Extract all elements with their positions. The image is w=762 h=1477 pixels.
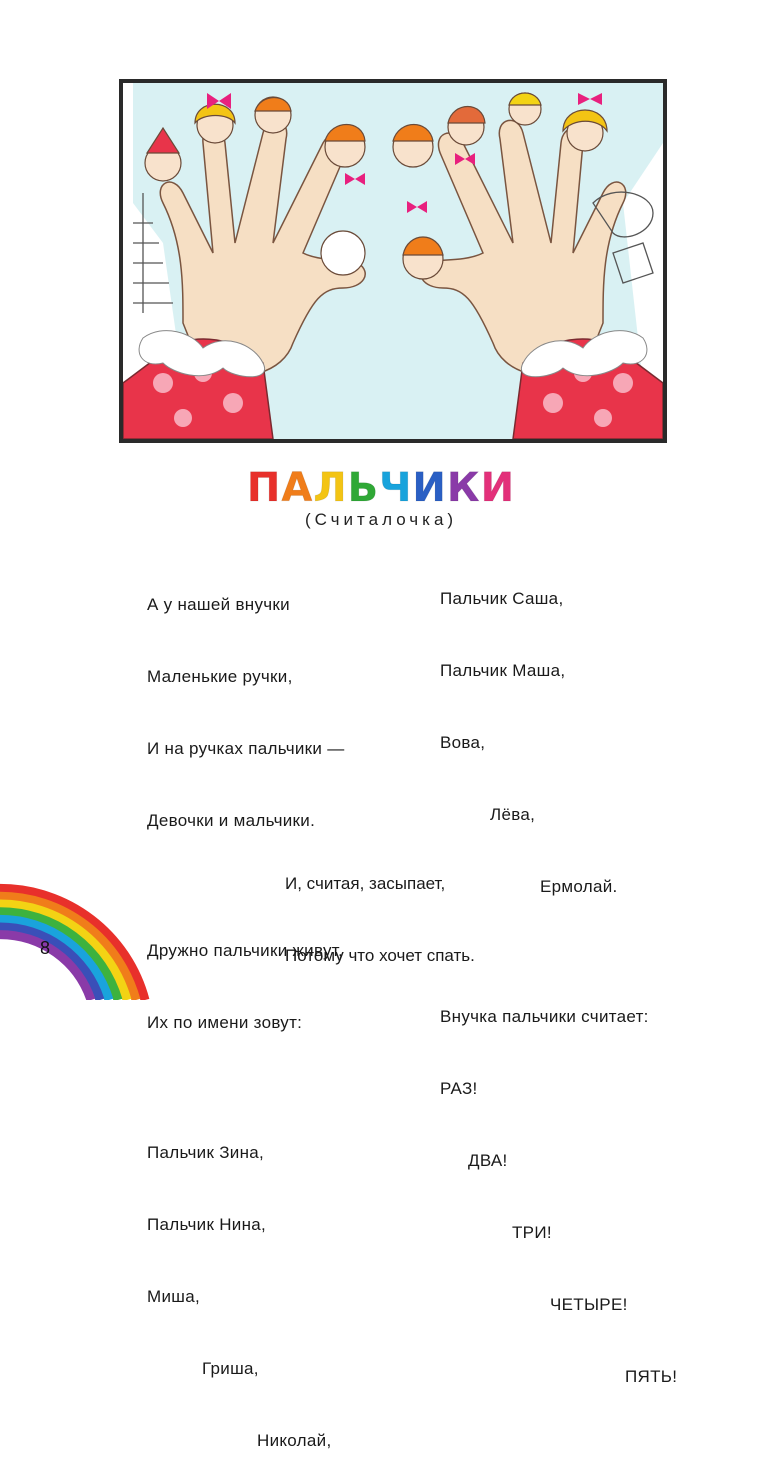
title-letter: А <box>281 465 314 511</box>
poem-line: Миша, <box>147 1287 200 1306</box>
poem-line: Их по имени зовут: <box>147 1013 303 1032</box>
poem-line: Лёва, <box>490 805 536 824</box>
poem-line: Дружно пальчики живут, <box>147 941 343 960</box>
poem-line: И на ручках пальчики — <box>147 739 345 758</box>
poem-line: Маленькие ручки, <box>147 667 293 686</box>
poem-line: ДВА! <box>468 1151 508 1170</box>
poem-title <box>0 466 762 510</box>
title-letter: Л <box>313 465 348 511</box>
poem-line: Вова, <box>440 733 486 752</box>
poem-right-column <box>440 539 677 1413</box>
poem-line: ПЯТЬ! <box>625 1367 678 1386</box>
poem-line: И, считая, засыпает, <box>285 874 446 893</box>
title-letter: И <box>480 465 516 511</box>
poem-line: ТРИ! <box>512 1223 552 1242</box>
poem-line: Ермолай. <box>540 877 618 896</box>
title-letter: И <box>412 465 447 511</box>
poem-line: Николай, <box>257 1431 332 1450</box>
poem-subtitle: (Считалочка) <box>304 510 458 529</box>
poem-line: ЧЕТЫРЕ! <box>550 1295 628 1314</box>
poem-line: РАЗ! <box>440 1079 478 1098</box>
poem-line: А у нашей внучки <box>147 595 290 614</box>
poem-line: Потому что хочет спать. <box>285 946 475 965</box>
title-letter: К <box>446 465 481 511</box>
poem-line: Пальчик Маша, <box>440 661 566 680</box>
poem-line: Девочки и мальчики. <box>147 811 316 830</box>
poem-line: Пальчик Зина, <box>147 1143 265 1162</box>
poem-line: Внучка пальчики считает: <box>440 1007 649 1026</box>
poem-line: Пальчик Нина, <box>147 1215 267 1234</box>
rainbow-decoration <box>0 845 160 1000</box>
hands-picture <box>123 83 663 439</box>
poem-left-column <box>147 545 345 1477</box>
poem-ending <box>285 824 475 992</box>
page-number: 8 <box>40 938 51 958</box>
poem-line: Гриша, <box>202 1359 259 1378</box>
poem-line: Пальчик Саша, <box>440 589 564 608</box>
title-letter: Ь <box>347 465 380 511</box>
title-letter: П <box>246 465 282 511</box>
title-letter: Ч <box>379 465 413 511</box>
hands-illustration <box>119 79 667 443</box>
